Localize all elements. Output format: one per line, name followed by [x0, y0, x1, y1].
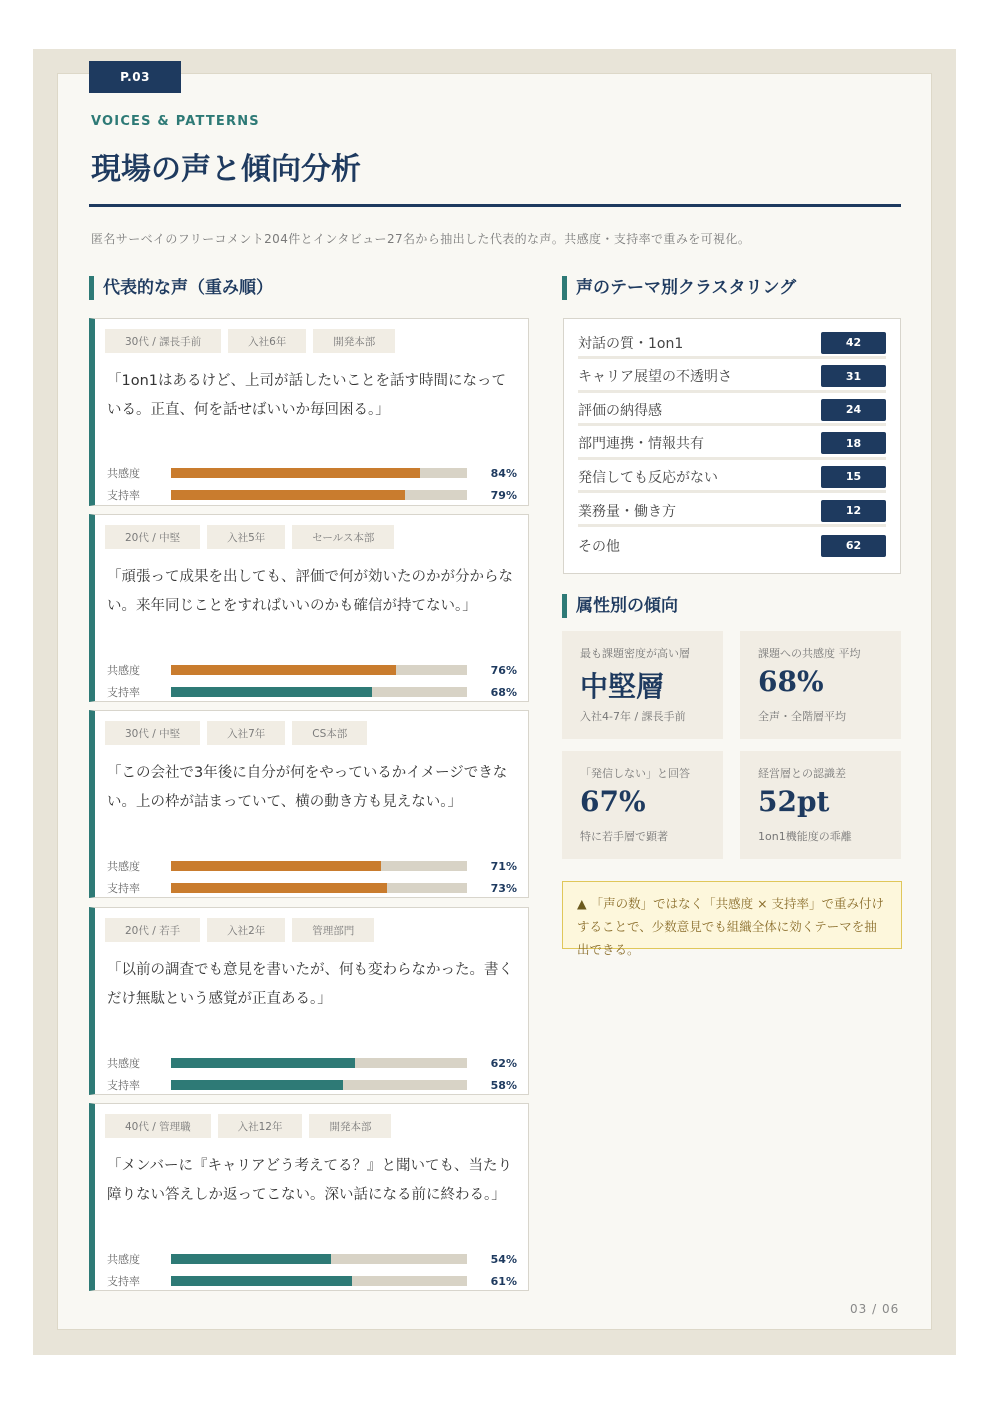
empathy-bar-fill — [171, 861, 381, 871]
stat-value: 52pt — [758, 785, 830, 818]
empathy-bar-fill — [171, 1254, 331, 1264]
voice-tag: 20代 / 中堅 — [105, 525, 200, 549]
empathy-label: 共感度 — [107, 1253, 140, 1266]
stat-value: 68% — [758, 665, 824, 698]
voice-tag: CS本部 — [292, 721, 367, 745]
cluster-row — [578, 463, 886, 493]
title-rule — [89, 204, 901, 207]
support-bar-fill — [171, 883, 387, 893]
support-bar-track — [171, 1080, 467, 1090]
voice-quote: 「この会社で3年後に自分が何をやっているかイメージできない。上の枠が詰まっていて、横の動き方も見えない。」 — [107, 765, 508, 810]
empathy-percent: 62% — [490, 1056, 517, 1070]
empathy-metric — [107, 1251, 517, 1267]
stat-label: 課題への共感度 平均 — [758, 647, 861, 660]
cluster-count-badge: 12 — [821, 500, 886, 522]
stat-card — [562, 751, 723, 859]
empathy-bar-fill — [171, 468, 420, 478]
stat-sub: 入社4-7年 / 課長手前 — [580, 710, 686, 723]
cluster-label: 発信しても反応がない — [578, 469, 718, 486]
support-label: 支持率 — [107, 1275, 140, 1288]
voice-card — [89, 710, 529, 898]
attributes-heading: 属性別の傾向 — [562, 594, 678, 618]
support-bar-track — [171, 1276, 467, 1286]
voice-quote: 「メンバーに『キャリアどう考えてる？』と聞いても、当たり障りない答えしか返ってこない。深い話になる前に終わる。」 — [107, 1158, 512, 1203]
insight-note — [562, 881, 902, 957]
cluster-row — [578, 363, 886, 393]
voice-tags — [105, 329, 395, 353]
page-frame — [33, 49, 956, 1355]
stat-label: 「発信しない」と回答 — [580, 767, 690, 780]
stat-label: 経営層との認識差 — [758, 767, 846, 780]
empathy-bar-track — [171, 468, 467, 478]
page-sheet — [57, 70, 932, 1330]
stat-card — [740, 751, 901, 859]
support-bar-track — [171, 490, 467, 500]
cluster-label: 対話の質・1on1 — [578, 335, 684, 352]
empathy-metric — [107, 465, 517, 481]
voice-quote: 「以前の調査でも意見を書いたが、何も変わらなかった。書くだけ無駄という感覚が正直ある。」 — [107, 962, 513, 1007]
support-metric — [107, 487, 517, 503]
voice-tag: 30代 / 課長手前 — [105, 329, 221, 353]
voice-tag: 40代 / 管理職 — [105, 1114, 211, 1138]
voice-tag: 管理部門 — [292, 918, 374, 942]
empathy-bar-track — [171, 1058, 467, 1068]
cluster-label: その他 — [578, 538, 620, 555]
cluster-row — [578, 531, 886, 561]
cluster-list — [563, 318, 901, 574]
voice-tags — [105, 525, 394, 549]
cluster-label: キャリア展望の不透明さ — [578, 369, 732, 386]
support-percent: 73% — [490, 881, 517, 895]
cluster-row — [578, 430, 886, 460]
empathy-percent: 71% — [490, 859, 517, 873]
support-percent: 79% — [490, 488, 517, 502]
support-metric — [107, 1273, 517, 1289]
support-metric — [107, 1077, 517, 1093]
empathy-metric — [107, 858, 517, 874]
eyebrow: VOICES & PATTERNS — [91, 114, 260, 129]
voice-quote: 「1on1はあるけど、上司が話したいことを話す時間になっている。正直、何を話せばいいか毎回困る。」 — [107, 373, 507, 418]
support-label: 支持率 — [107, 882, 140, 895]
page-title: 現場の声と傾向分析 — [91, 152, 361, 187]
voice-tag: 開発本部 — [313, 329, 395, 353]
cluster-row — [578, 497, 886, 527]
warning-triangle-icon: ▲ — [577, 896, 587, 911]
support-bar-track — [171, 687, 467, 697]
empathy-metric — [107, 1055, 517, 1071]
support-bar-fill — [171, 687, 372, 697]
voice-tag: 入社12年 — [218, 1114, 303, 1138]
voice-tags — [105, 918, 374, 942]
stat-value: 中堅層 — [580, 670, 665, 703]
empathy-label: 共感度 — [107, 467, 140, 480]
stat-sub: 特に若手層で顕著 — [580, 830, 668, 843]
empathy-bar-fill — [171, 1058, 355, 1068]
page-tag: P.03 — [89, 61, 181, 93]
empathy-bar-fill — [171, 665, 396, 675]
clusters-heading: 声のテーマ別クラスタリング — [562, 276, 796, 300]
cluster-count-badge: 42 — [821, 332, 886, 354]
support-label: 支持率 — [107, 1079, 140, 1092]
cluster-count-badge: 24 — [821, 399, 886, 421]
voices-heading: 代表的な声（重み順） — [89, 276, 273, 300]
cluster-count-badge: 31 — [821, 365, 886, 387]
stat-card — [740, 631, 901, 739]
empathy-percent: 84% — [490, 466, 517, 480]
support-percent: 68% — [490, 685, 517, 699]
support-bar-fill — [171, 1276, 352, 1286]
empathy-bar-track — [171, 665, 467, 675]
cluster-count-badge: 62 — [821, 535, 886, 557]
support-bar-fill — [171, 490, 405, 500]
support-metric — [107, 880, 517, 896]
empathy-metric — [107, 662, 517, 678]
cluster-count-badge: 15 — [821, 466, 886, 488]
cluster-count-badge: 18 — [821, 432, 886, 454]
support-percent: 58% — [490, 1078, 517, 1092]
lead-text: 匿名サーベイのフリーコメント204件とインタビュー27名から抽出した代表的な声。共感度・支持率で重みを可視化。 — [91, 232, 751, 246]
note-text: 「声の数」ではなく「共感度 × 支持率」で重み付けすることで、少数意見でも組織全体に効くテーマを抽出できる。 — [577, 896, 885, 957]
cluster-row — [578, 329, 886, 359]
support-bar-fill — [171, 1080, 343, 1090]
voice-card — [89, 514, 529, 702]
stat-sub: 1on1機能度の乖離 — [758, 830, 852, 843]
empathy-bar-track — [171, 1254, 467, 1264]
voice-quote: 「頑張って成果を出しても、評価で何が効いたのかが分からない。来年同じことをすればいいのかも確信が持てない。」 — [107, 569, 513, 614]
empathy-label: 共感度 — [107, 1057, 140, 1070]
page-number: 03 / 06 — [850, 1302, 900, 1316]
support-bar-track — [171, 883, 467, 893]
cluster-label: 業務量・働き方 — [578, 503, 676, 520]
voice-tag: 入社7年 — [207, 721, 285, 745]
cluster-row — [578, 396, 886, 426]
voice-tag: 開発本部 — [309, 1114, 391, 1138]
voice-tag: 入社5年 — [207, 525, 285, 549]
voice-card — [89, 318, 529, 506]
voice-card — [89, 907, 529, 1095]
stat-sub: 全声・全階層平均 — [758, 710, 846, 723]
cluster-label: 部門連携・情報共有 — [578, 436, 704, 453]
voice-tag: 入社2年 — [207, 918, 285, 942]
support-metric — [107, 684, 517, 700]
voice-tag: 30代 / 中堅 — [105, 721, 200, 745]
support-percent: 61% — [490, 1274, 517, 1288]
empathy-label: 共感度 — [107, 860, 140, 873]
stat-value: 67% — [580, 785, 646, 818]
empathy-percent: 54% — [490, 1252, 517, 1266]
voice-tags — [105, 721, 367, 745]
voice-card — [89, 1103, 529, 1291]
stat-label: 最も課題密度が高い層 — [580, 647, 690, 660]
voice-tag: 入社6年 — [228, 329, 306, 353]
support-label: 支持率 — [107, 489, 140, 502]
cluster-label: 評価の納得感 — [578, 402, 662, 419]
stat-card — [562, 631, 723, 739]
empathy-label: 共感度 — [107, 664, 140, 677]
voice-tag: 20代 / 若手 — [105, 918, 200, 942]
empathy-bar-track — [171, 861, 467, 871]
support-label: 支持率 — [107, 686, 140, 699]
voice-tag: セールス本部 — [292, 525, 394, 549]
voice-tags — [105, 1114, 391, 1138]
empathy-percent: 76% — [490, 663, 517, 677]
